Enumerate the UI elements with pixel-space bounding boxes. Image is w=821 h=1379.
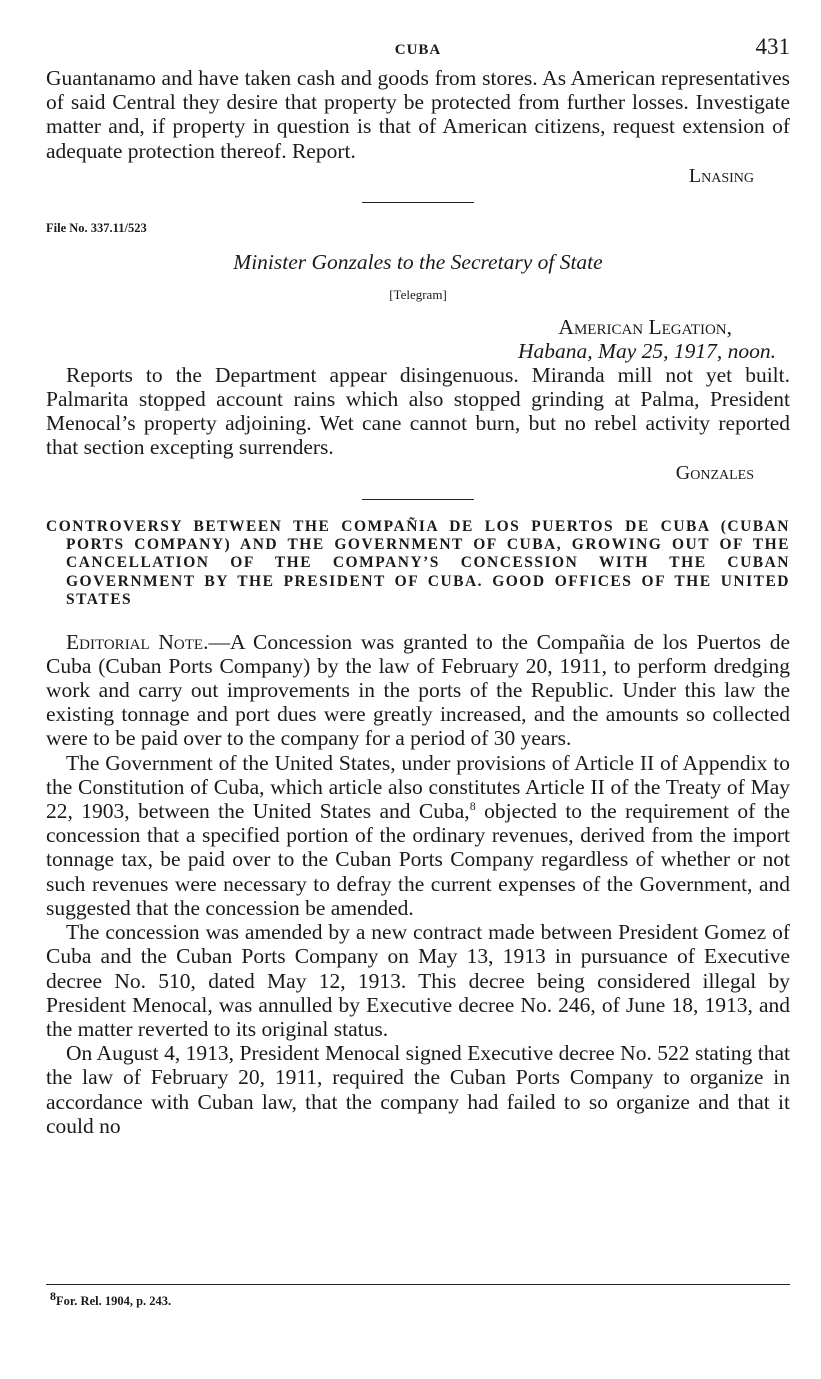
file-number: File No. 337.11/523 — [46, 220, 147, 235]
footnote-text: For. Rel. 1904, p. 243. — [56, 1294, 172, 1308]
footnote-mark: 8 — [50, 1288, 56, 1303]
telegram-body: Reports to the Department appear disingenuous. Miranda mill not yet built. Palmarita stopped account rains which also stopped grinding at Palma, President Menocal’s property adjoining. Wet cane cannot burn, but no rebel activity reported that section excepting surrenders. — [46, 362, 790, 460]
document-title: Minister Gonzales to the Secretary of State — [233, 249, 603, 274]
footnote-divider — [46, 1284, 790, 1285]
editorial-paragraph-4: On August 4, 1913, President Menocal signed Executive decree No. 522 stating that the law of February 20, 1911, required the Cuban Ports Company to organize in accordance with Cuban law, that the company had failed to so organize and that it could no — [46, 1041, 790, 1138]
editorial-text-1: —A Concession was granted to the Compañia de los Puertos de Cuba (Cuban Ports Company) by the law of February 20, 1911, to perform dredging work and carry out improvements in the ports of the Republic. Under this law the existing tonnage and port dues were greatly increased, and the amounts so collected were to be paid over to the company for a period of 30 years. — [46, 629, 790, 751]
footnote — [50, 1288, 172, 1309]
signature-lansing: Lnasing — [688, 164, 754, 187]
section-heading: CONTROVERSY BETWEEN THE COMPAÑIA DE LOS PUERTOS DE CUBA (CUBAN PORTS COMPANY) AND THE GOVERNMENT OF CUBA, GROWING OUT OF THE CANCELLATION OF THE COMPANY’S CONCESSION WITH THE CUBAN GOVERNMENT BY THE PRESIDENT OF CUBA. GOOD OFFICES OF THE UNITED STATES — [46, 517, 790, 609]
dateline-place: American Legation, — [558, 314, 732, 339]
editorial-label: Editorial Note. — [66, 629, 209, 654]
editorial-paragraph-1 — [46, 630, 790, 751]
editorial-paragraph-3: The concession was amended by a new contract made between President Gomez of Cuba and the Cuban Ports Company on May 13, 1913 in pursuance of Executive decree No. 510, dated May 12, 1913. This decree being considered illegal by President Menocal, was annulled by Executive decree No. 246, of June 18, 1913, and the matter reverted to its original status. — [46, 920, 790, 1041]
page-number: 431 — [755, 34, 790, 59]
editorial-paragraph-2 — [46, 751, 790, 920]
opening-paragraph: Guantanamo and have taken cash and goods from stores. As American representatives of said Central they desire that property be protected from further losses. Investigate matter and, if property in question is that of American citizens, request extension of adequate protection thereof. Report. — [46, 66, 790, 163]
dateline-date: Habana, May 25, 1917, noon. — [518, 338, 776, 363]
editorial-text-2b: objected to the requirement of the concession that a specified portion of the ordinary revenues, derived from the import tonnage tax, be paid over to the Cuban Ports Company regardless of whether or not such revenues were necessary to defray the current expenses of the Government, and suggested that the concession be amended. — [46, 799, 790, 920]
page — [46, 30, 790, 1138]
divider — [362, 202, 474, 203]
divider — [362, 499, 474, 500]
editorial-text-2a: The Government of the United States, under provisions of Article II of Appendix to the Constitution of Cuba, which article also constitutes Article II of the Treaty of May 22, 1903, between the United States and Cuba, — [46, 750, 790, 824]
dateline — [46, 315, 790, 363]
footnote-reference: 8 — [469, 798, 476, 813]
running-head: CUBA — [394, 42, 442, 58]
page-header — [46, 30, 790, 66]
document-type: [Telegram] — [389, 286, 447, 302]
signature-gonzales: Gonzales — [675, 461, 754, 484]
